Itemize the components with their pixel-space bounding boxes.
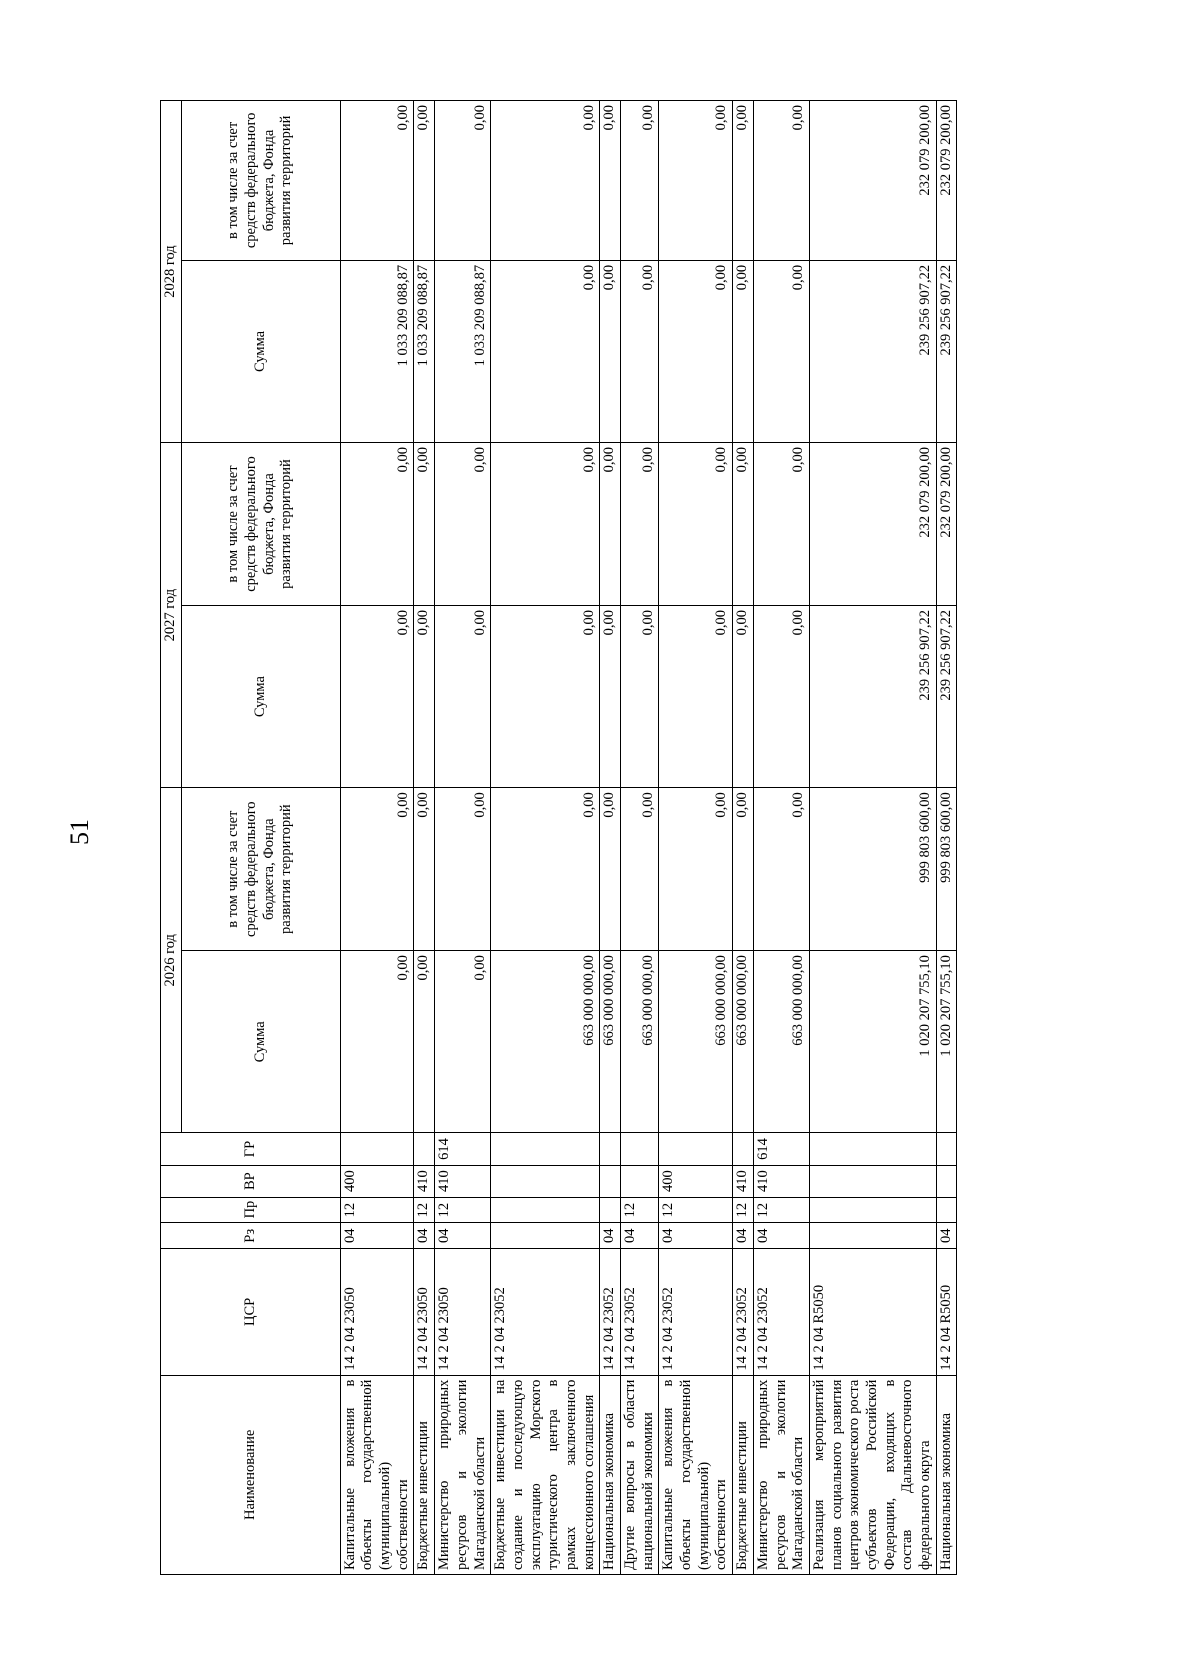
- row-gr-cell: [809, 1133, 936, 1165]
- row-rz-cell: [491, 1223, 600, 1249]
- row-pr-cell: 12: [753, 1197, 809, 1223]
- table-row: [753, 101, 809, 1575]
- row-pr-cell: 12: [733, 1197, 754, 1223]
- row-rz-cell: 04: [435, 1223, 491, 1249]
- row-sum-cell: 0,00: [753, 260, 809, 442]
- row-rz-cell: 04: [414, 1223, 435, 1249]
- row-pr-cell: 12: [435, 1197, 491, 1223]
- row-sum-cell: 1 033 209 088,87: [435, 260, 491, 442]
- header-name: Наименование: [161, 1375, 341, 1574]
- row-federal-cell: 0,00: [621, 101, 659, 261]
- row-vr-cell: 410: [435, 1165, 491, 1197]
- row-sum-cell: 239 256 907,22: [936, 260, 957, 442]
- row-name-cell: Бюджетные инвестиции на создание и последующую эксплуатацию Морского туристического центра в рамках заключенного концессионного соглашения: [491, 1375, 600, 1574]
- header-csr: ЦСР: [161, 1249, 341, 1375]
- row-sum-cell: 1 033 209 088,87: [340, 260, 414, 442]
- row-rz-cell: 04: [733, 1223, 754, 1249]
- row-federal-cell: 0,00: [491, 788, 600, 951]
- row-vr-cell: [809, 1165, 936, 1197]
- row-rz-cell: 04: [621, 1223, 659, 1249]
- row-federal-cell: 0,00: [753, 101, 809, 261]
- row-sum-cell: 0,00: [414, 951, 435, 1133]
- row-csr-cell: 14 2 04 23050: [435, 1249, 491, 1375]
- row-vr-cell: 410: [733, 1165, 754, 1197]
- row-pr-cell: 12: [659, 1197, 733, 1223]
- row-pr-cell: [491, 1197, 600, 1223]
- header-year-2026: 2026 год: [161, 788, 182, 1133]
- row-csr-cell: 14 2 04 23052: [753, 1249, 809, 1375]
- row-gr-cell: [600, 1133, 621, 1165]
- table-row: [621, 101, 659, 1575]
- header-sum: Сумма: [181, 951, 340, 1133]
- row-rz-cell: 04: [936, 1223, 957, 1249]
- header-pr: Пр: [161, 1197, 341, 1223]
- table-row: [491, 101, 600, 1575]
- header-rz: Рз: [161, 1223, 341, 1249]
- table-row: [435, 101, 491, 1575]
- row-sum-cell: 1 020 207 755,10: [809, 951, 936, 1133]
- row-federal-cell: 0,00: [733, 443, 754, 606]
- table-row: [659, 101, 733, 1575]
- row-name-cell: Реализация мероприятий планов социального развития центров экономического роста субъектов Российской Федерации, входящих в состав Дальневосточного федерального округа: [809, 1375, 936, 1574]
- row-federal-cell: 0,00: [621, 788, 659, 951]
- row-federal-cell: 0,00: [491, 101, 600, 261]
- header-gr: ГР: [161, 1133, 341, 1165]
- row-rz-cell: [809, 1223, 936, 1249]
- row-federal-cell: 0,00: [340, 788, 414, 951]
- header-sum: Сумма: [181, 606, 340, 788]
- row-sum-cell: 1 033 209 088,87: [414, 260, 435, 442]
- row-sum-cell: 0,00: [621, 606, 659, 788]
- row-federal-cell: 0,00: [753, 443, 809, 606]
- row-sum-cell: 0,00: [753, 606, 809, 788]
- row-vr-cell: [621, 1165, 659, 1197]
- row-sum-cell: 0,00: [414, 606, 435, 788]
- row-name-cell: Министерство природных ресурсов и экологии Магаданской области: [753, 1375, 809, 1574]
- row-sum-cell: 663 000 000,00: [753, 951, 809, 1133]
- table-row: [340, 101, 414, 1575]
- budget-table: [160, 100, 957, 1575]
- row-pr-cell: 12: [621, 1197, 659, 1223]
- row-pr-cell: 12: [340, 1197, 414, 1223]
- row-federal-cell: 0,00: [600, 101, 621, 261]
- row-federal-cell: 0,00: [621, 443, 659, 606]
- row-gr-cell: [659, 1133, 733, 1165]
- row-sum-cell: 663 000 000,00: [733, 951, 754, 1133]
- row-name-cell: Бюджетные инвестиции: [414, 1375, 435, 1574]
- row-rz-cell: 04: [753, 1223, 809, 1249]
- row-csr-cell: 14 2 04 23052: [659, 1249, 733, 1375]
- row-sum-cell: 239 256 907,22: [809, 606, 936, 788]
- row-csr-cell: 14 2 04 23052: [491, 1249, 600, 1375]
- row-csr-cell: 14 2 04 R5050: [936, 1249, 957, 1375]
- row-federal-cell: 232 079 200,00: [936, 101, 957, 261]
- row-pr-cell: [936, 1197, 957, 1223]
- row-vr-cell: 410: [414, 1165, 435, 1197]
- row-sum-cell: 0,00: [435, 951, 491, 1133]
- row-federal-cell: 0,00: [600, 443, 621, 606]
- row-sum-cell: 0,00: [340, 606, 414, 788]
- header-row-1: [161, 101, 182, 1575]
- row-federal-cell: 0,00: [414, 101, 435, 261]
- row-pr-cell: [809, 1197, 936, 1223]
- row-sum-cell: 663 000 000,00: [600, 951, 621, 1133]
- row-federal-cell: 0,00: [733, 788, 754, 951]
- row-gr-cell: [733, 1133, 754, 1165]
- row-csr-cell: 14 2 04 23052: [733, 1249, 754, 1375]
- row-csr-cell: 14 2 04 23052: [621, 1249, 659, 1375]
- row-csr-cell: 14 2 04 23050: [340, 1249, 414, 1375]
- row-name-cell: Капитальные вложения в объекты государственной (муниципальной) собственности: [340, 1375, 414, 1574]
- row-federal-cell: 0,00: [435, 443, 491, 606]
- row-gr-cell: 614: [753, 1133, 809, 1165]
- row-sum-cell: 0,00: [600, 606, 621, 788]
- row-csr-cell: 14 2 04 23050: [414, 1249, 435, 1375]
- row-vr-cell: [491, 1165, 600, 1197]
- row-sum-cell: 663 000 000,00: [491, 951, 600, 1133]
- row-sum-cell: 1 020 207 755,10: [936, 951, 957, 1133]
- header-sum: Сумма: [181, 260, 340, 442]
- header-year-2028: 2028 год: [161, 101, 182, 443]
- row-federal-cell: 0,00: [340, 101, 414, 261]
- row-gr-cell: [340, 1133, 414, 1165]
- row-sum-cell: 0,00: [340, 951, 414, 1133]
- row-sum-cell: 239 256 907,22: [809, 260, 936, 442]
- row-sum-cell: 0,00: [659, 260, 733, 442]
- row-name-cell: Национальная экономика: [600, 1375, 621, 1574]
- budget-table-wrapper: [160, 100, 1050, 1575]
- row-vr-cell: 400: [340, 1165, 414, 1197]
- row-rz-cell: 04: [600, 1223, 621, 1249]
- header-federal: в том числе за счет средств федерального бюджета, Фонда развития территорий: [181, 443, 340, 606]
- row-csr-cell: 14 2 04 23052: [600, 1249, 621, 1375]
- table-row: [733, 101, 754, 1575]
- header-federal: в том числе за счет средств федерального бюджета, Фонда развития территорий: [181, 101, 340, 261]
- row-federal-cell: 999 803 600,00: [936, 788, 957, 951]
- row-federal-cell: 0,00: [733, 101, 754, 261]
- row-federal-cell: 0,00: [340, 443, 414, 606]
- row-federal-cell: 0,00: [414, 443, 435, 606]
- row-sum-cell: 0,00: [733, 260, 754, 442]
- row-sum-cell: 239 256 907,22: [936, 606, 957, 788]
- row-federal-cell: 0,00: [435, 788, 491, 951]
- row-federal-cell: 0,00: [414, 788, 435, 951]
- row-gr-cell: [414, 1133, 435, 1165]
- row-federal-cell: 232 079 200,00: [936, 443, 957, 606]
- row-rz-cell: 04: [340, 1223, 414, 1249]
- row-federal-cell: 0,00: [600, 788, 621, 951]
- row-sum-cell: 663 000 000,00: [659, 951, 733, 1133]
- row-name-cell: Национальная экономика: [936, 1375, 957, 1574]
- row-csr-cell: 14 2 04 R5050: [809, 1249, 936, 1375]
- row-sum-cell: 663 000 000,00: [621, 951, 659, 1133]
- row-vr-cell: 410: [753, 1165, 809, 1197]
- page-number: 51: [65, 819, 94, 845]
- row-name-cell: Другие вопросы в области национальной экономики: [621, 1375, 659, 1574]
- row-vr-cell: [600, 1165, 621, 1197]
- row-pr-cell: [600, 1197, 621, 1223]
- table-row: [414, 101, 435, 1575]
- row-sum-cell: 0,00: [621, 260, 659, 442]
- row-gr-cell: 614: [435, 1133, 491, 1165]
- row-federal-cell: 0,00: [659, 443, 733, 606]
- row-gr-cell: [491, 1133, 600, 1165]
- header-vr: ВР: [161, 1165, 341, 1197]
- row-federal-cell: 0,00: [753, 788, 809, 951]
- table-row: [600, 101, 621, 1575]
- table-row: [809, 101, 936, 1575]
- row-name-cell: Капитальные вложения в объекты государственной (муниципальной) собственности: [659, 1375, 733, 1574]
- row-sum-cell: 0,00: [733, 606, 754, 788]
- row-name-cell: Бюджетные инвестиции: [733, 1375, 754, 1574]
- row-federal-cell: 0,00: [659, 788, 733, 951]
- row-federal-cell: 999 803 600,00: [809, 788, 936, 951]
- table-body: [340, 101, 957, 1575]
- row-federal-cell: 232 079 200,00: [809, 101, 936, 261]
- row-sum-cell: 0,00: [491, 606, 600, 788]
- header-year-2027: 2027 год: [161, 443, 182, 788]
- row-federal-cell: 0,00: [435, 101, 491, 261]
- row-rz-cell: 04: [659, 1223, 733, 1249]
- row-federal-cell: 0,00: [491, 443, 600, 606]
- row-sum-cell: 0,00: [491, 260, 600, 442]
- row-name-cell: Министерство природных ресурсов и экологии Магаданской области: [435, 1375, 491, 1574]
- row-federal-cell: 232 079 200,00: [809, 443, 936, 606]
- row-gr-cell: [621, 1133, 659, 1165]
- row-sum-cell: 0,00: [435, 606, 491, 788]
- row-pr-cell: 12: [414, 1197, 435, 1223]
- row-sum-cell: 0,00: [659, 606, 733, 788]
- row-gr-cell: [936, 1133, 957, 1165]
- row-federal-cell: 0,00: [659, 101, 733, 261]
- row-vr-cell: [936, 1165, 957, 1197]
- row-sum-cell: 0,00: [600, 260, 621, 442]
- header-federal: в том числе за счет средств федерального бюджета, Фонда развития территорий: [181, 788, 340, 951]
- table-row: [936, 101, 957, 1575]
- row-vr-cell: 400: [659, 1165, 733, 1197]
